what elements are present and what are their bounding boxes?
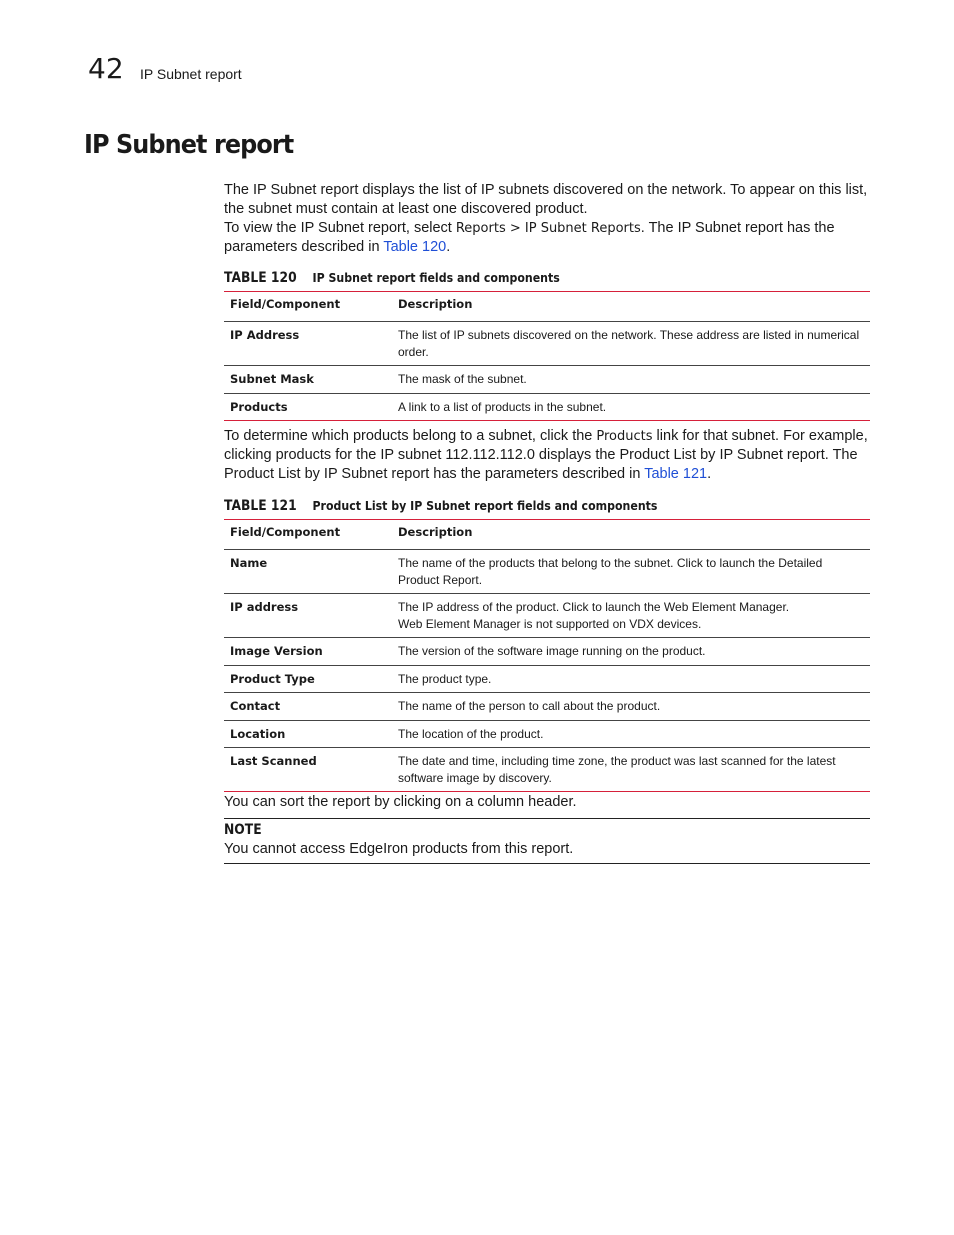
products-link-term: Products xyxy=(596,429,653,444)
field-cell: IP Address xyxy=(224,322,392,366)
description-cell: The list of IP subnets discovered on the network. These address are listed in numerical order. xyxy=(392,322,870,366)
field-cell: Last Scanned xyxy=(230,754,317,768)
table-row xyxy=(224,720,870,748)
table-row xyxy=(224,638,870,666)
table-121-caption xyxy=(224,498,657,514)
description-cell: The name of the products that belong to the subnet. Click to launch the Detailed Product Report. xyxy=(392,550,870,594)
table-121-link[interactable]: Table 121 xyxy=(644,466,708,482)
field-cell: Subnet Mask xyxy=(224,366,392,394)
table-row xyxy=(224,322,870,366)
table-row xyxy=(224,665,870,693)
sort-section xyxy=(224,793,870,812)
table-121 xyxy=(224,519,870,792)
table-header-row xyxy=(224,292,870,322)
intro-section xyxy=(224,181,870,257)
description-cell: A link to a list of products in the subnet. xyxy=(398,399,607,414)
table-120 xyxy=(224,291,870,421)
field-cell: Image Version xyxy=(224,638,392,666)
description-cell: The date and time, including time zone, the product was last scanned for the latest software image by discovery. xyxy=(398,754,836,785)
view-instructions xyxy=(224,219,870,257)
column-header-field: Field/Component xyxy=(224,292,392,322)
column-header-description: Description xyxy=(392,292,870,322)
products-section xyxy=(224,427,870,484)
field-cell: Location xyxy=(224,720,392,748)
description-note-line: Web Element Manager is not supported on VDX devices. xyxy=(398,616,702,631)
field-cell: Contact xyxy=(224,693,392,721)
description-cell: The name of the person to call about the product. xyxy=(392,693,870,721)
table-row xyxy=(224,393,870,421)
description-cell: The location of the product. xyxy=(392,720,870,748)
table-121-number: TABLE 121 xyxy=(224,498,297,514)
menu-path: Reports > IP Subnet Reports xyxy=(455,221,641,236)
note-text: You cannot access EdgeIron products from this report. xyxy=(224,841,574,857)
table-120-link[interactable]: Table 120 xyxy=(383,239,447,255)
column-header-description: Description xyxy=(392,520,870,550)
running-header-title: IP Subnet report xyxy=(140,66,242,82)
table-120-number: TABLE 120 xyxy=(224,270,297,286)
table-row xyxy=(224,594,870,638)
table-row xyxy=(224,366,870,394)
view-prefix: To view the IP Subnet report, select xyxy=(224,220,456,236)
field-cell: IP address xyxy=(224,594,392,638)
description-line: The IP address of the product. Click to launch the Web Element Manager. xyxy=(398,600,790,614)
field-cell: Product Type xyxy=(224,665,392,693)
field-cell: Name xyxy=(224,550,392,594)
chapter-number: 42 xyxy=(88,52,124,85)
sort-paragraph: You can sort the report by clicking on a column header. xyxy=(224,794,577,810)
view-middle: . The IP Subnet report has the parameters described in xyxy=(224,220,835,255)
intro-paragraph: The IP Subnet report displays the list of IP subnets discovered on the network. To appear on this list, the subnet must contain at least one discovered product. xyxy=(224,182,868,217)
note-block xyxy=(224,818,870,864)
table-120-title: IP Subnet report fields and components xyxy=(312,270,560,285)
products-prefix: To determine which products belong to a subnet, click the xyxy=(224,428,597,444)
field-cell: Products xyxy=(230,399,288,414)
products-paragraph xyxy=(224,427,870,484)
description-cell xyxy=(392,594,870,638)
description-cell: The version of the software image running on the product. xyxy=(392,638,870,666)
view-suffix: . xyxy=(446,239,451,255)
table-row xyxy=(224,748,870,792)
table-121-title: Product List by IP Subnet report fields and components xyxy=(312,498,658,513)
description-cell: The product type. xyxy=(392,665,870,693)
table-header-row xyxy=(224,520,870,550)
note-label: NOTE xyxy=(224,822,262,838)
products-middle: link for that subnet. For example, clicking products for the IP subnet 112.112.112.0 displays the Product List by IP Subnet report. The Product List by IP Subnet report has the parameters described in xyxy=(224,428,868,482)
page-title: IP Subnet report xyxy=(84,130,294,160)
table-120-caption xyxy=(224,270,560,286)
products-suffix: . xyxy=(707,466,712,482)
description-cell: The mask of the subnet. xyxy=(392,366,870,394)
table-row xyxy=(224,550,870,594)
column-header-field: Field/Component xyxy=(224,520,392,550)
table-row xyxy=(224,693,870,721)
